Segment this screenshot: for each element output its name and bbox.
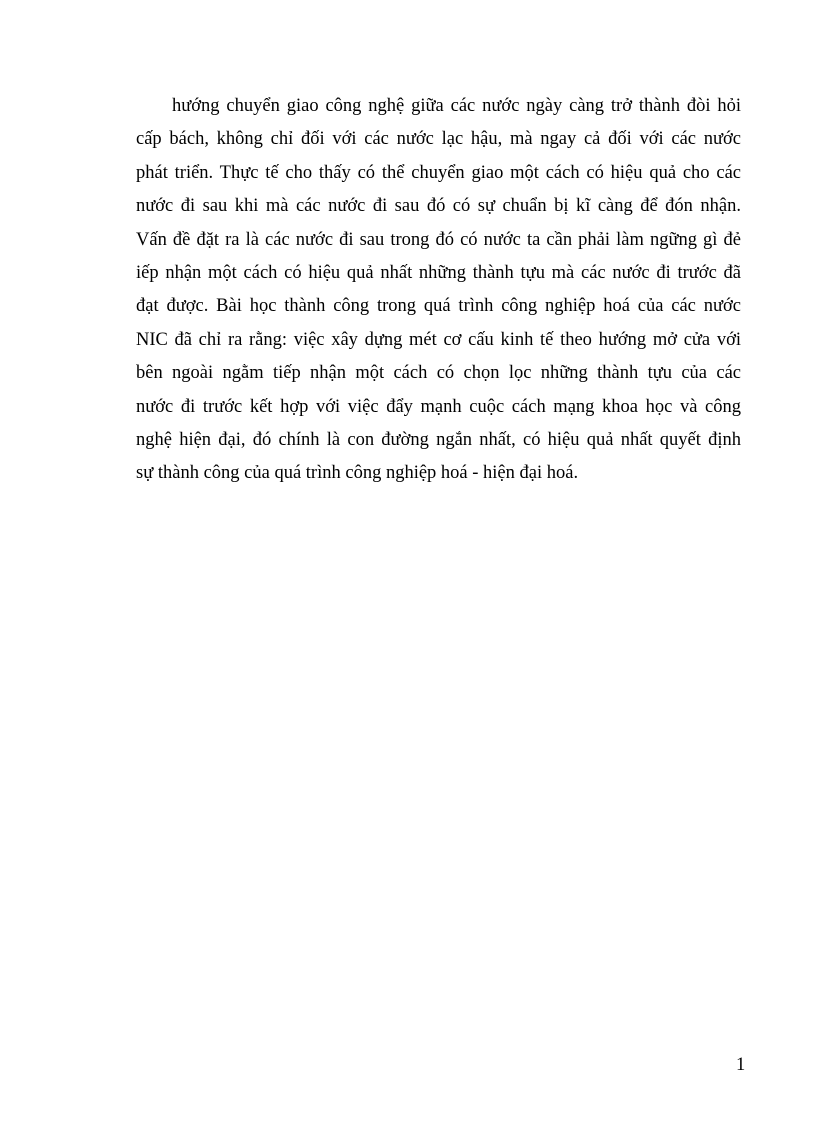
paragraph-line: bên ngoài ngằm tiếp nhận một cách có chọn lọc những thành tựu của các	[136, 363, 741, 384]
page-number: 1	[736, 1055, 746, 1075]
paragraph-line: phát triển. Thực tế cho thấy có thể chuyển giao một cách có hiệu quả cho các	[136, 162, 741, 183]
paragraph-line: đạt được. Bài học thành công trong quá trình công nghiệp hoá của các nước	[136, 296, 741, 317]
paragraph-line: nước đi trước kết hợp với việc đẩy mạnh cuộc cách mạng khoa học và công	[136, 396, 741, 417]
paragraph-line: cấp bách, không chỉ đối với các nước lạc hậu, mà ngay cả đối với các nước	[136, 129, 741, 150]
paragraph-line: nước đi sau khi mà các nước đi sau đó có sự chuẩn bị kĩ càng để đón nhận.	[136, 196, 741, 217]
body-paragraph	[136, 90, 741, 491]
paragraph-line: nghệ hiện đại, đó chính là con đường ngắn nhất, có hiệu quả nhất quyết định	[136, 429, 741, 450]
paragraph-line: iếp nhận một cách có hiệu quả nhất những thành tựu mà các nước đi trước đã	[136, 262, 741, 283]
paragraph-line: Vấn đề đặt ra là các nước đi sau trong đó có nước ta cần phải làm ngững gì đẻ	[136, 229, 741, 250]
paragraph-line: hướng chuyển giao công nghệ giữa các nước ngày càng trở thành đòi hỏi	[172, 96, 741, 116]
paragraph-line: NIC đã chỉ ra rằng: việc xây dựng mét cơ cấu kinh tế theo hướng mở cửa với	[136, 329, 741, 350]
paragraph-line: sự thành công của quá trình công nghiệp hoá - hiện đại hoá.	[136, 463, 579, 484]
